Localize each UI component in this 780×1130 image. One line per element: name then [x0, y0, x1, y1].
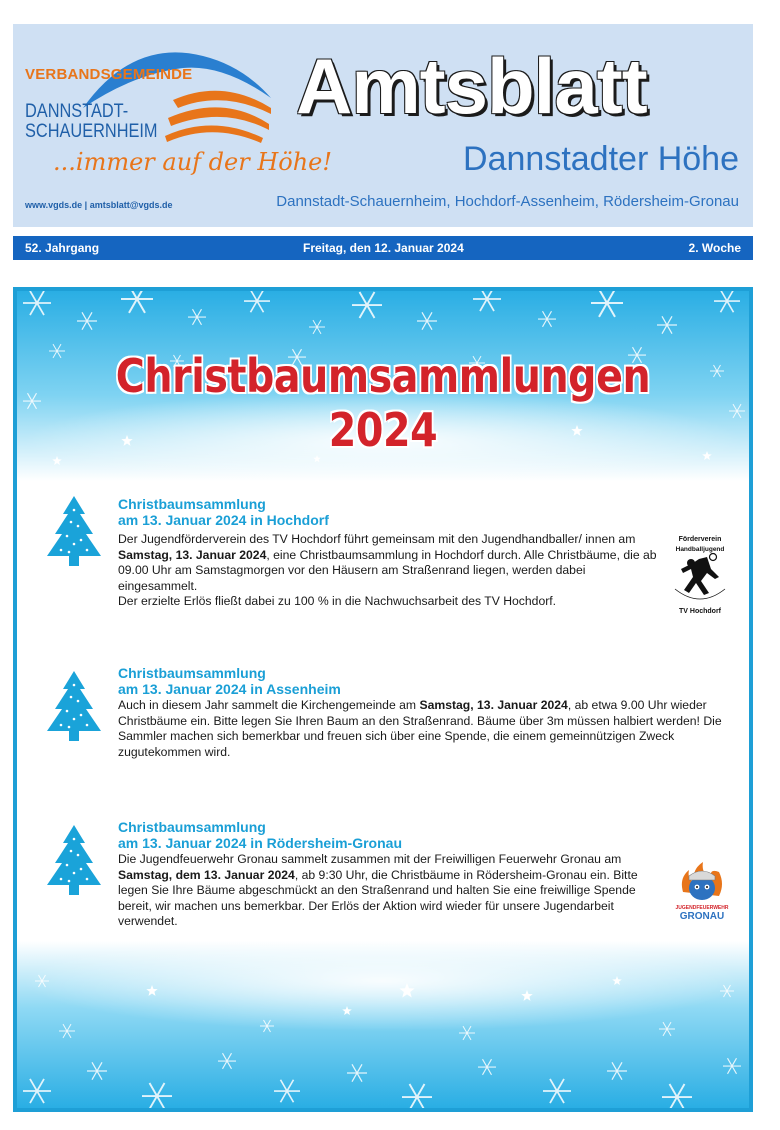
logo-slogan: ...immer auf der Höhe! — [53, 148, 333, 176]
entry-text-cont: , ab etwa 9.00 Uhr wieder Christbäume ein. Bitte legen Sie Ihren Baum an den Straßenrand. Bäume über 3m müssen halbiert werden! Die Sammler machen sich bemerkbar und freuen sich über eine Spende, die einem gemeinnützigen Zweck zugutekommen wird. — [118, 698, 722, 759]
entry-text-cont: , ab 9:30 Uhr, die Christbäume in Rödersheim-Gronau ein. Bitte legen Sie Ihre Bäume abgeschmückt an den Straßenrand und halten Sie eine freiwillige Spende bereit, wir machen uns bemerkbar. Der Erlös der Aktion wird wieder für unsere Jugendarbeit verwendet. — [118, 867, 638, 928]
badge-bottom-text: GRONAU — [679, 911, 725, 922]
masthead — [13, 24, 753, 227]
entry-body — [118, 698, 734, 760]
entry-title-line1: Christbaumsammlung — [118, 819, 266, 835]
entry-text: Auch in diesem Jahr sammelt die Kirchengemeinde am — [118, 698, 420, 712]
issue-volume: 52. Jahrgang — [25, 241, 100, 255]
entry-title — [118, 665, 341, 697]
fire-brigade-badge-icon — [671, 852, 733, 922]
entry-date-bold: Samstag, 13. Januar 2024 — [118, 547, 267, 562]
entry-title-line2: am 13. Januar 2024 in Rödersheim-Gronau — [118, 835, 402, 851]
issue-info-bar — [13, 236, 753, 260]
entry-text: Der Jugendförderverein des TV Hochdorf führt gemeinsam mit den Jugendhandballer/ innen am — [118, 532, 636, 546]
issue-week: 2. Woche — [688, 241, 741, 255]
page-subtitle: Dannstadter Höhe — [463, 140, 739, 178]
entry-title — [118, 819, 402, 851]
entry-title-line2: am 13. Januar 2024 in Assenheim — [118, 681, 341, 697]
entry-title-line1: Christbaumsammlung — [118, 665, 266, 681]
badge-top-text: Förderverein — [678, 536, 722, 543]
badge-bottom-text: TV Hochdorf — [679, 608, 721, 615]
entry-body — [118, 852, 658, 930]
entry-date-bold: Samstag, dem 13. Januar 2024 — [118, 867, 295, 882]
page-places: Dannstadt-Schauernheim, Hochdorf-Assenheim, Rödersheim-Gronau — [276, 193, 739, 210]
entry-text: Die Jugendfeuerwehr Gronau sammelt zusammen mit der Freiwilligen Feuerwehr Gronau am — [118, 852, 622, 866]
entry-body — [118, 532, 658, 610]
entry-date-bold: Samstag, 13. Januar 2024 — [419, 698, 568, 712]
badge-top-text: JUGENDFEUERWEHR — [675, 905, 729, 911]
handball-badge-icon — [669, 529, 731, 619]
entry-title — [118, 496, 329, 528]
christmas-tree-icon — [41, 825, 107, 905]
christmas-tree-icon — [41, 496, 107, 576]
logo-web-contact: www.vgds.de | amtsblatt@vgds.de — [25, 200, 173, 210]
entry-text-p2: Der erzielte Erlös fließt dabei zu 100 % in die Nachwuchsarbeit des TV Hochdorf. — [118, 594, 557, 608]
logo-org-label: VERBANDSGEMEINDE — [25, 66, 193, 83]
logo-municipality-name — [25, 102, 231, 142]
christmas-tree-icon — [41, 671, 107, 751]
poster-headline: Christbaumsammlungen 2024 — [115, 349, 651, 457]
issue-date: Freitag, den 12. Januar 2024 — [303, 241, 464, 255]
christmas-tree-collection-poster — [13, 287, 753, 1112]
badge-mid-text: Handballjugend — [675, 546, 725, 553]
entry-title-line1: Christbaumsammlung — [118, 496, 266, 512]
entry-title-line2: am 13. Januar 2024 in Hochdorf — [118, 512, 329, 528]
page-title: Amtsblatt — [296, 42, 647, 130]
entry-text-cont: , eine Christbaumsammlung in Hochdorf durch. Alle Christbäume, die ab 09.00 Uhr am Samstagmorgen vor den Häusern am Straßenrand liegen, werden dabei eingesammelt. — [118, 547, 657, 593]
logo-name-line1: DANNSTADT- — [25, 101, 129, 122]
logo-name-line2: SCHAUERNHEIM — [25, 121, 158, 142]
